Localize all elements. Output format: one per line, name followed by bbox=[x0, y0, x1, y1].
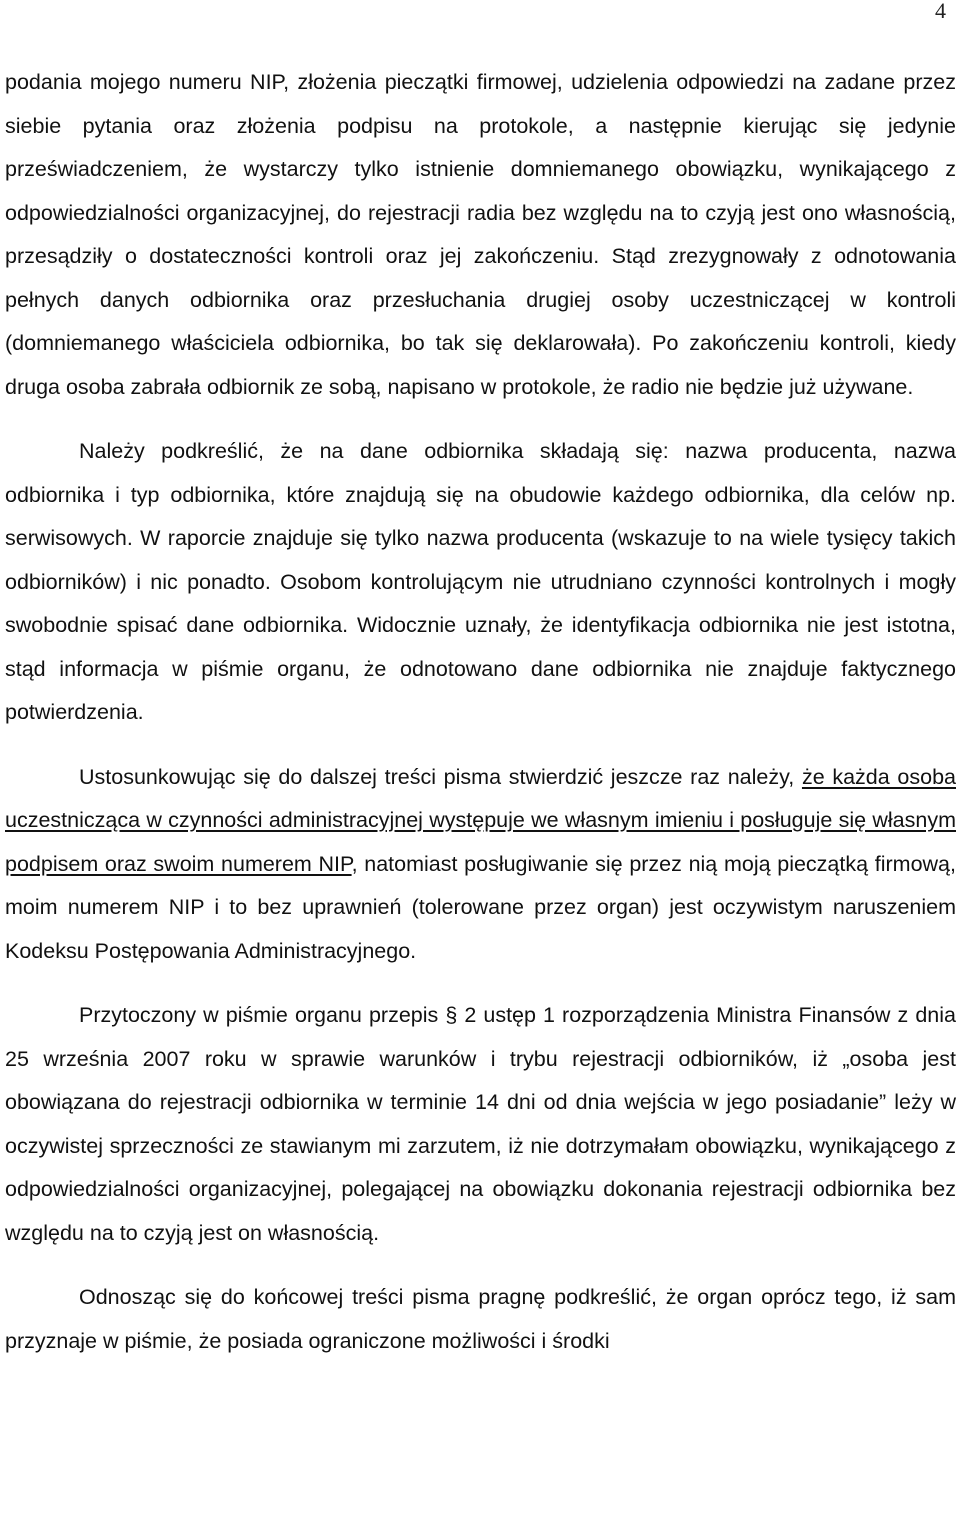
underlined-text: że każda osoba uczestnicząca w czynności administracyjnej występuje we własnym imieniu i posługuje się własnym podpisem oraz swoim numerem NIP bbox=[5, 764, 956, 876]
paragraph bbox=[5, 61, 956, 409]
paragraph bbox=[5, 994, 956, 1255]
paragraph-text: Ustosunkowując się do dalszej treści pisma stwierdzić jeszcze raz należy, bbox=[79, 764, 802, 789]
document-body bbox=[5, 61, 956, 1363]
paragraph-text: Odnosząc się do końcowej treści pisma pragnę podkreślić, że organ oprócz tego, iż sam przyznaje w piśmie, że posiada ograniczone możliwości i środki bbox=[5, 1285, 956, 1353]
paragraph bbox=[5, 430, 956, 735]
page-number: 4 bbox=[935, 0, 946, 23]
paragraph-text: podania mojego numeru NIP, złożenia pieczątki firmowej, udzielenia odpowiedzi na zadane przez siebie pytania oraz złożenia podpisu na protokole, a następnie kierując się jedynie przeświadczeniem, że wystarczy tylko istnienie domniemanego obowiązku, wynikającego z odpowiedzialności organizacyjnej, do rejestracji radia bez względu na to czyją jest ono własnością, przesądziły o dostateczności kontroli oraz jej zakończeniu. Stąd zrezygnowały z odnotowania pełnych danych odbiornika oraz przesłuchania drugiej osoby uczestniczącej w kontroli (domniemanego właściciela odbiornika, bo tak się deklarowała). Po zakończeniu kontroli, kiedy druga osoba zabrała odbiornik ze sobą, napisano w protokole, że radio nie będzie już używane. bbox=[5, 70, 956, 399]
paragraph bbox=[5, 756, 956, 974]
paragraph-text: Przytoczony w piśmie organu przepis § 2 ustęp 1 rozporządzenia Ministra Finansów z dnia 25 września 2007 roku w sprawie warunków i trybu rejestracji odbiorników, iż „osoba jest obowiązana do rejestracji odbiornika w terminie 14 dni od dnia wejścia w jego posiadanie” leży w oczywistej sprzeczności ze stawianym mi zarzutem, iż nie dotrzymałam obowiązku, wynikającego z odpowiedzialności organizacyjnej, polegającej na obowiązku dokonania rejestracji odbiornika bez względu na to czyją jest on własnością. bbox=[5, 1003, 956, 1245]
paragraph bbox=[5, 1276, 956, 1363]
paragraph-text: Należy podkreślić, że na dane odbiornika składają się: nazwa producenta, nazwa odbiornika i typ odbiornika, które znajdują się na obudowie każdego odbiornika, dla celów np. serwisowych. W raporcie znajduje się tylko nazwa producenta (wskazuje to na wiele tysięcy takich odbiorników) i nic ponadto. Osobom kontrolującym nie utrudniano czynności kontrolnych i mogły swobodnie spisać dane odbiornika. Widocznie uznały, że identyfikacja odbiornika nie jest istotna, stąd informacja w piśmie organu, że odnotowano dane odbiornika nie znajduje faktycznego potwierdzenia. bbox=[5, 439, 956, 724]
paragraph-text: , natomiast posługiwanie się przez nią moją pieczątką firmową, moim numerem NIP i to bez uprawnień (tolerowane przez organ) jest oczywistym naruszeniem Kodeksu Postępowania Administracyjnego. bbox=[5, 851, 956, 963]
